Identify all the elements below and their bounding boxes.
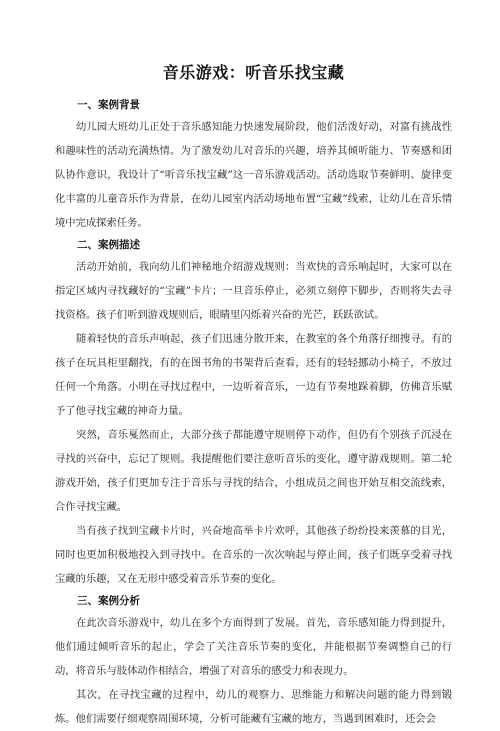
section-heading: 三、案例分析 [77,595,140,607]
paragraph: 幼儿园大班幼儿正处于音乐感知能力快速发展阶段，他们活泼好动，对富有挑战性和趣味性的活动充满热情。为了激发幼儿对音乐的兴趣，培养其倾听能力、节奏感和团队协作意识，我设计了“听音乐找宝藏”这一音乐游戏活动。活动选取节奏鲜明、旋律变化丰富的儿童音乐作为背景，在幼儿园室内活动场地布置“宝藏”线索，让幼儿在音乐情境中完成探索任务。 [55,121,452,229]
section-heading: 一、案例背景 [77,99,140,111]
paragraph: 活动开始前，我向幼儿们神秘地介绍游戏规则：当欢快的音乐响起时，大家可以在指定区域内寻找藏好的“宝藏”卡片；一旦音乐停止，必须立刻停下脚步，否则将失去寻找资格。孩子们听到游戏规则后，眼睛里闪烁着兴奋的光芒，跃跃欲试。 [55,261,452,321]
section-description [55,235,452,591]
section-background [55,95,452,235]
paragraph: 随着轻快的音乐声响起，孩子们迅速分散开来，在教室的各个角落仔细搜寻。有的孩子在玩具柜里翻找，有的在图书角的书架背后查看，还有的轻轻挪动小椅子，不放过任何一个角落。小明在寻找过程中，一边听着音乐，一边有节奏地跺着脚，仿佛音乐赋予了他寻找宝藏的神奇力量。 [55,333,452,417]
paragraph: 突然，音乐戛然而止，大部分孩子都能遵守规则停下动作，但仍有个别孩子沉浸在寻找的兴奋中，忘记了规则。我提醒他们要注意听音乐的变化，遵守游戏规则。第二轮游戏开始，孩子们更加专注于音乐与寻找的结合，小组成员之间也开始互相交流线索，合作寻找宝藏。 [55,429,452,513]
section-analysis [55,591,452,731]
document-title: 音乐游戏：听音乐找宝藏 [162,63,345,82]
paragraph: 其次，在寻找宝藏的过程中，幼儿的观察力、思维能力和解决问题的能力得到锻炼。他们需要仔细观察周围环境，分析可能藏有宝藏的地方，当遇到困难时，还会会 [55,689,452,725]
paragraph: 当有孩子找到宝藏卡片时，兴奋地高举卡片欢呼，其他孩子纷纷投来羡慕的目光，同时也更加积极地投入到寻找中。在音乐的一次次响起与停止间，孩子们既享受着寻找宝藏的乐趣，又在无形中感受着音乐节奏的变化。 [55,525,452,585]
section-heading: 二、案例描述 [77,239,140,251]
paragraph: 在此次音乐游戏中，幼儿在多个方面得到了发展。首先，音乐感知能力得到提升，他们通过倾听音乐的起止，学会了关注音乐节奏的变化，并能根据节奏调整自己的行动，将音乐与肢体动作相结合，增强了对音乐的感受力和表现力。 [55,617,452,677]
